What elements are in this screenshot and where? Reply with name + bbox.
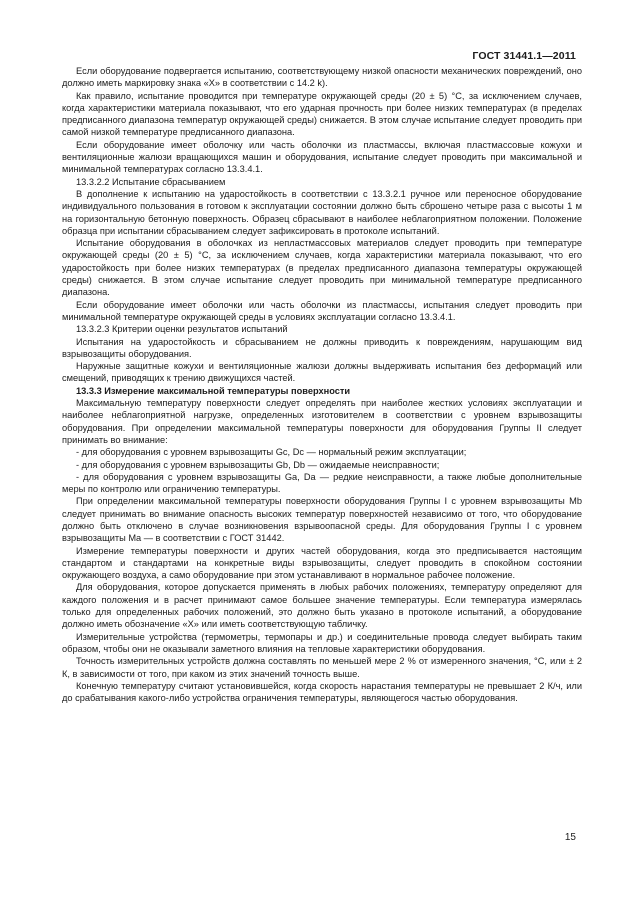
paragraph: При определении максимальной температуры поверхности оборудования Группы I с уровнем взрывозащиты Mb следует принимать во внимание опасность высоких температур поверхностей независимо от того, что оборудование должно быть отключено в случае возникновения взрывоопасной среды. Для оборудования Группы I с уровнем взрывозащиты Ma — в соответствии с ГОСТ 31442. <box>62 496 582 544</box>
paragraph: Конечную температуру считают установившейся, когда скорость нарастания температуры не превышает 2 К/ч, или до срабатывания какого-либо устройства ограничения температуры, являющегося частью оборудования. <box>62 680 582 704</box>
paragraph: Максимальную температуру поверхности следует определять при наиболее жестких условиях эксплуатации и наиболее неблагоприятной нагрузке, определенных изготовителем в соответствии с уровнем взрывозащиты оборудования. При определении максимальной температуры поверхности для оборудования Группы II следует принимать во внимание: <box>62 398 582 445</box>
paragraph: Наружные защитные кожухи и вентиляционные жалюзи должны выдерживать испытания без деформаций или смещений, приводящих к трению движущихся частей. <box>62 361 582 384</box>
document-code-header: ГОСТ 31441.1—2011 <box>472 50 576 62</box>
paragraph: Если оборудование имеет оболочки или часть оболочки из пластмассы, испытания следует проводить при минимальной температуре окружающей среды в условиях эксплуатации согласно 13.3.4.1. <box>62 299 582 322</box>
subsection-heading: 13.3.2.2 Испытание сбрасыванием <box>76 176 226 187</box>
page-number: 15 <box>564 832 576 843</box>
paragraph: В дополнение к испытанию на ударостойкость в соответствии с 13.3.2.1 ручное или переносное оборудование индивидуального пользования в готовом к эксплуатации состоянии должно быть сброшено четыре раза с высоты 1 м на горизонтальную бетонную поверхность. Образец сбрасывают в наиболее неблагоприятном положении. Положение образца при испытании сбрасыванием следует зафиксировать в протоколе испытаний. <box>62 188 582 236</box>
list-item: - для оборудования с уровнем взрывозащиты Gc, Dc — нормальный режим эксплуатации; <box>76 447 467 458</box>
paragraph: Измерительные устройства (термометры, термопары и др.) и соединительные провода следует выбирать таким образом, чтобы они не оказывали заметного влияния на тепловые характеристики оборудования. <box>62 631 582 654</box>
section-heading: 13.3.3 Измерение максимальной температуры поверхности <box>76 385 351 396</box>
list-item: - для оборудования с уровнем взрывозащиты Ga, Da — редкие неисправности, а также любые дополнительные меры по контролю или ограничению температуры. <box>62 471 582 495</box>
paragraph: Как правило, испытание проводится при температуре окружающей среды (20 ± 5) °С, за исключением случаев, когда характеристики материала показывают, что его ударная прочность при более низких температурах (в пределах предписанного диапазона температур окружающей среды) снижается. В этом случае испытание следует проводить при самой низкой температуре предписанного диапазона. <box>62 90 582 138</box>
subsection-heading: 13.3.2.3 Критерии оценки результатов испытаний <box>76 324 288 335</box>
paragraph: Для оборудования, которое допускается применять в любых рабочих положениях, температуру определяют для каждого положения и в расчет принимают самое большее значение температуры. Если температура измерялась только для определенных рабочих положений, это должно быть указано в протоколе испытаний, а оборудование должно иметь обозначение «X» или иметь соответствующую табличку. <box>62 582 582 630</box>
paragraph: Испытания на ударостойкость и сбрасыванием не должны приводить к повреждениям, нарушающим вид взрывозащиты оборудования. <box>62 336 582 359</box>
paragraph: Если оборудование имеет оболочку или часть оболочки из пластмассы, включая пластмассовые кожухи и вентиляционные жалюзи вращающихся машин и оборудования, испытание следует проводить при максимальной и минимальной температурах согласно 13.3.4.1. <box>62 139 582 175</box>
body-text <box>62 65 582 704</box>
paragraph: Измерение температуры поверхности и других частей оборудования, когда это предписывается настоящим стандартом и стандартами на конкретные виды взрывозащиты, следует проводить в спокойном состоянии окружающего воздуха, а само оборудование при этом устанавливают в нормальное рабочее положение. <box>62 545 582 581</box>
paragraph: Испытание оборудования в оболочках из непластмассовых материалов следует проводить при температуре окружающей среды (20 ± 5) °С, за исключением случаев, когда характеристики материала показывают, что его ударостойкость при более низких температурах (в пределах предписанного диапазона температуры окружающей среды) снижается. В этом случае испытание следует проводить при минимальной температуре предписанного диапазона. <box>62 238 582 298</box>
paragraph: Точность измерительных устройств должна составлять по меньшей мере 2 % от измеренного значения, °С, или ± 2 К, в зависимости от того, при каком из этих значений точность выше. <box>62 656 582 679</box>
paragraph: Если оборудование подвергается испытанию, соответствующему низкой опасности механических повреждений, оно должно иметь маркировку знака «X» в соответствии с 14.2 k). <box>62 66 582 89</box>
list-item: - для оборудования с уровнем взрывозащиты Gb, Db — ожидаемые неисправности; <box>76 459 440 470</box>
